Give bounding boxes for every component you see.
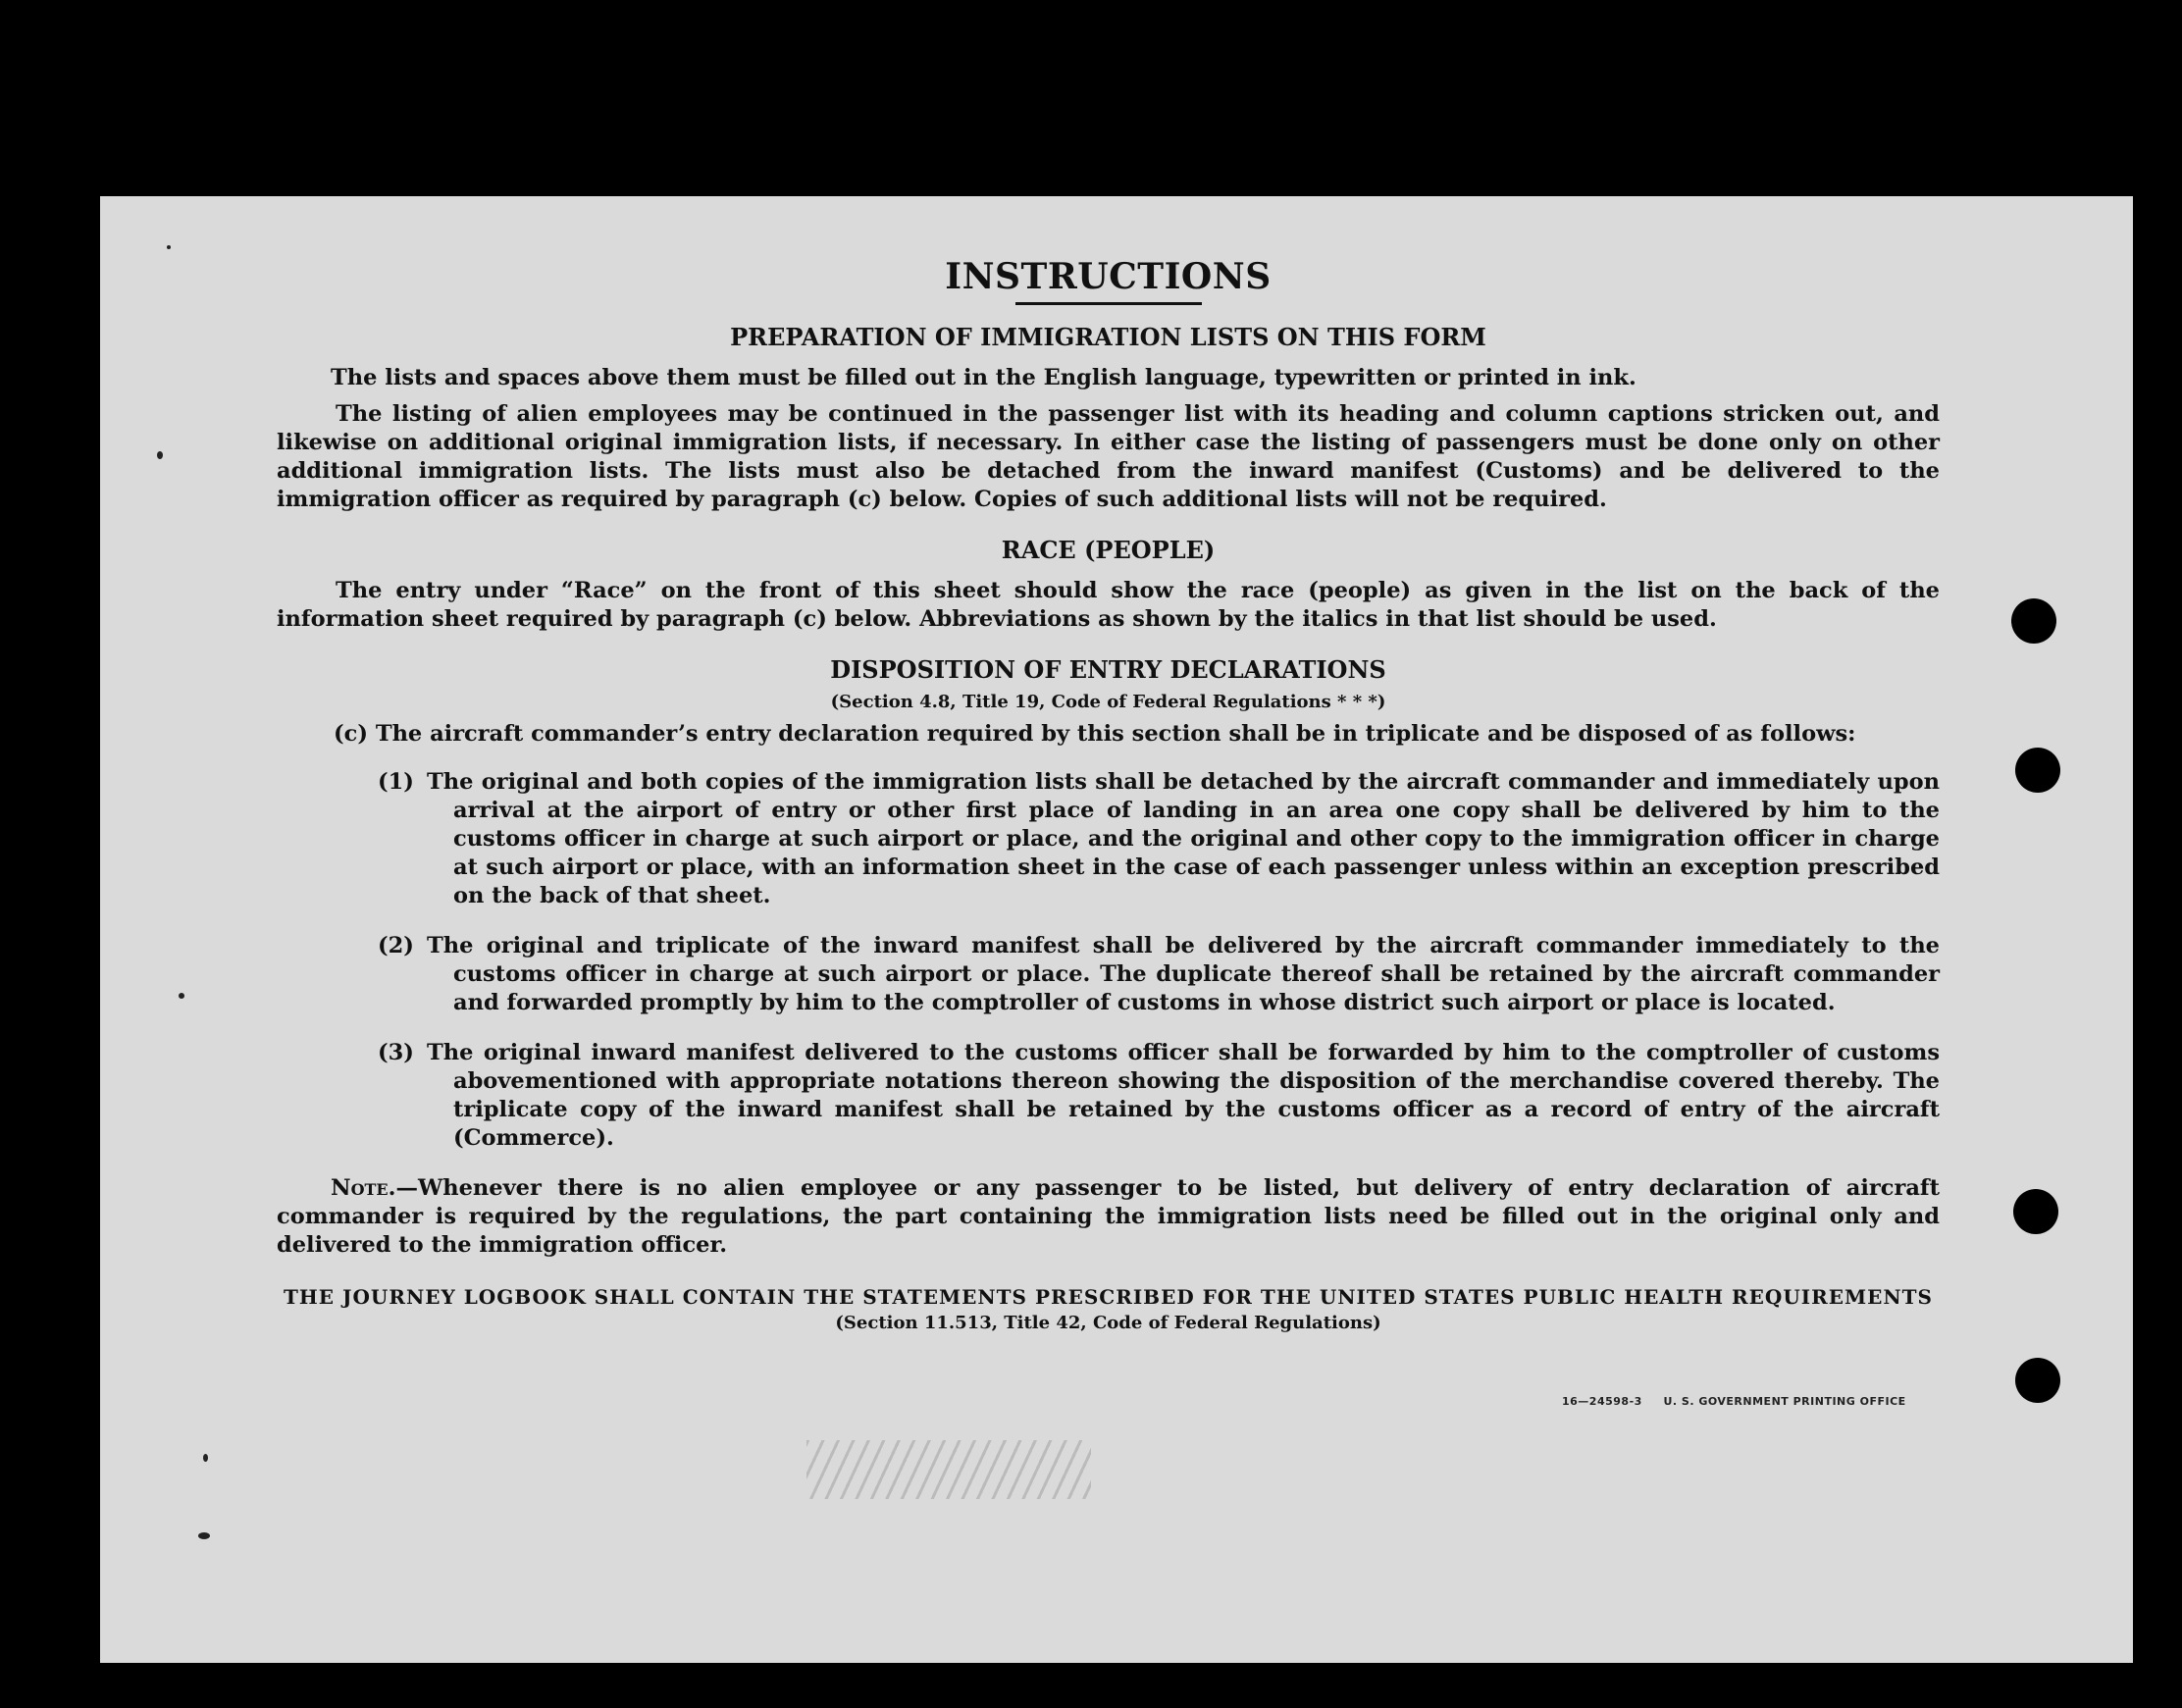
- disposition-item-2: [277, 932, 1940, 1017]
- item-text: The original and triplicate of the inward manifest shall be delivered by the aircraft commander immediately to the customs officer in charge at such airport or place. The duplicate thereof shall be retained by the aircraft commander and forwarded promptly by him to the comptroller of customs in whose district such airport or place is located.: [427, 933, 1940, 1015]
- item-text: The original and both copies of the immigration lists shall be detached by the aircraft commander and immediately upon arrival at the airport of entry or other first place of landing in an area one copy shall be delivered by him to the customs officer in charge at such airport or place, and the original and other copy to the immigration officer in charge at such airport or place, with an information sheet in the case of each passenger unless within an exception prescribed on the back of that sheet.: [427, 769, 1940, 908]
- disposition-heading: DISPOSITION OF ENTRY DECLARATIONS: [830, 655, 1386, 684]
- preparation-paragraph-2: The listing of alien employees may be continued in the passenger list with its heading and column captions stricken out, and likewise on additional original immigration lists, if necessary. In either case the listing of passengers must be done only on other additional immigration lists. The lists must also be detached from the inward manifest (Customs) and be delivered to the immigration officer as required by paragraph (c) below. Copies of such additional lists will not be required.: [277, 401, 1940, 512]
- print-footer: [1562, 1395, 1906, 1408]
- preparation-paragraph-1: The lists and spaces above them must be filled out in the English language, typewritten or printed in ink.: [331, 365, 1636, 390]
- instructions-body: [277, 255, 1940, 1336]
- punch-hole: [2015, 1358, 2060, 1403]
- punch-hole: [2013, 1189, 2058, 1234]
- disposition-item-1: [277, 768, 1940, 910]
- item-number: (3): [378, 1040, 414, 1065]
- title-underline: [1015, 302, 1202, 305]
- page-title: INSTRUCTIONS: [945, 256, 1272, 297]
- document-sheet: [100, 196, 2133, 1663]
- speck: [203, 1454, 208, 1462]
- item-text: The original inward manifest delivered to the customs officer shall be forwarded by him to the comptroller of customs abovementioned with appropriate notations thereon showing the disposition of the merchandise covered thereby. The triplicate copy of the inward manifest shall be retained by the customs officer as a record of entry of the aircraft (Commerce).: [427, 1040, 1940, 1151]
- disposition-clause-c: (c) The aircraft commander’s entry declaration required by this section shall be in triplicate and be disposed of as follows:: [334, 721, 1856, 747]
- ink-smudge: [806, 1440, 1091, 1499]
- disposition-citation: (Section 4.8, Title 19, Code of Federal Regulations * * *): [830, 692, 1386, 712]
- speck: [198, 1532, 210, 1539]
- note-paragraph: [277, 1174, 1940, 1260]
- form-code: 16—24598-3: [1562, 1395, 1642, 1408]
- speck: [157, 451, 163, 459]
- punch-hole: [2015, 748, 2060, 793]
- item-number: (1): [378, 769, 414, 795]
- punch-hole: [2011, 598, 2056, 644]
- race-paragraph: The entry under “Race” on the front of this sheet should show the race (people) as given in the list on the back of the information sheet required by paragraph (c) below. Abbreviations as shown by the italics in that list should be used.: [277, 578, 1940, 632]
- disposition-item-3: [277, 1039, 1940, 1153]
- speck: [167, 245, 171, 249]
- note-label: Note.: [331, 1175, 396, 1201]
- journey-logbook-statement: THE JOURNEY LOGBOOK SHALL CONTAIN THE STATEMENTS PRESCRIBED FOR THE UNITED STATES PUBLIC HEALTH REQUIREMENTS: [284, 1285, 1933, 1309]
- item-number: (2): [378, 933, 414, 958]
- journey-logbook-citation: (Section 11.513, Title 42, Code of Federal Regulations): [835, 1313, 1381, 1333]
- preparation-heading: PREPARATION OF IMMIGRATION LISTS ON THIS FORM: [730, 323, 1486, 351]
- printer-credit: U. S. GOVERNMENT PRINTING OFFICE: [1663, 1395, 1906, 1408]
- note-text: —Whenever there is no alien employee or any passenger to be listed, but delivery of entry declaration of aircraft commander is required by the regulations, the part containing the immigration lists need be filled out in the original only and delivered to the immigration officer.: [277, 1175, 1940, 1258]
- race-heading: RACE (PEOPLE): [1001, 536, 1216, 564]
- speck: [179, 993, 184, 999]
